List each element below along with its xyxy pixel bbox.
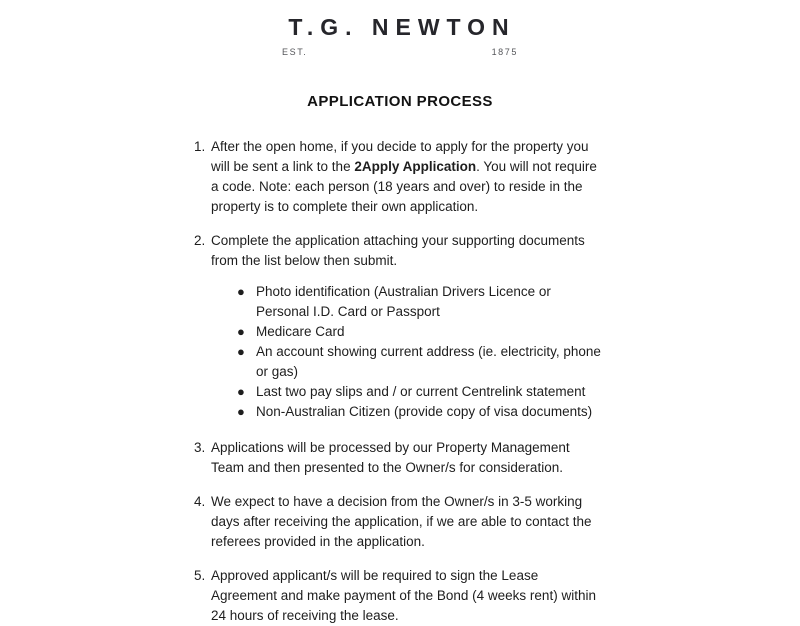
- step-1-text-post: . You will not require a code. Note: each person (18 years and over) to reside in the property is to complete their own application.: [211, 159, 597, 214]
- brand-est-label: EST.: [282, 47, 308, 57]
- bullet-icon: ●: [237, 324, 245, 339]
- application-steps-list: [194, 137, 606, 626]
- bullet-icon: ●: [237, 404, 245, 419]
- step-2-text: Complete the application attaching your supporting documents from the list below then submit.: [211, 233, 585, 268]
- step-number: 5.: [194, 568, 206, 583]
- bullet-icon: ●: [237, 284, 245, 299]
- step-number: 3.: [194, 440, 206, 455]
- document-item-text: Last two pay slips and / or current Centrelink statement: [256, 384, 586, 399]
- step-1-text-bold: 2Apply Application: [354, 159, 477, 174]
- brand-est-year: 1875: [491, 47, 518, 57]
- document-item: [237, 282, 606, 322]
- document-item: [237, 402, 606, 422]
- step-text: [211, 137, 606, 217]
- brand-header: [282, 14, 518, 57]
- step-text: Approved applicant/s will be required to sign the Lease Agreement and make payment of the Bond (4 weeks rent) within 24 hours of receiving the lease.: [211, 568, 596, 623]
- bullet-icon: ●: [237, 344, 245, 359]
- brand-subline: [282, 47, 518, 57]
- step-text: We expect to have a decision from the Owner/s in 3-5 working days after receiving the application, if we are able to contact the referees provided in the application.: [211, 494, 592, 549]
- document-item: [237, 382, 606, 402]
- document-item-text: Medicare Card: [256, 324, 345, 339]
- step-1-text-pre: After the open home, if you decide to apply for the property you will be sent a link to the: [211, 139, 589, 174]
- step-number: 2.: [194, 233, 206, 248]
- supporting-documents-list: [211, 282, 606, 422]
- document-item-text: Photo identification (Australian Drivers Licence or Personal I.D. Card or Passport: [256, 284, 551, 319]
- step-text: [211, 231, 606, 424]
- step-item-5: [194, 566, 606, 626]
- document-item-text: An account showing current address (ie. electricity, phone or gas): [256, 344, 601, 379]
- step-item-2: [194, 231, 606, 424]
- step-number: 1.: [194, 139, 206, 154]
- page-title: APPLICATION PROCESS: [307, 93, 493, 110]
- step-item-3: [194, 438, 606, 478]
- step-item-4: [194, 492, 606, 552]
- document-item: [237, 342, 606, 382]
- step-number: 4.: [194, 494, 206, 509]
- step-text: Applications will be processed by our Property Management Team and then presented to the Owner/s for consideration.: [211, 440, 570, 475]
- bullet-icon: ●: [237, 384, 245, 399]
- document-item: [237, 322, 606, 342]
- document-page: [0, 14, 800, 623]
- document-item-text: Non-Australian Citizen (provide copy of visa documents): [256, 404, 593, 419]
- brand-wordmark: T.G. NEWTON: [288, 14, 516, 40]
- step-item-1: [194, 137, 606, 217]
